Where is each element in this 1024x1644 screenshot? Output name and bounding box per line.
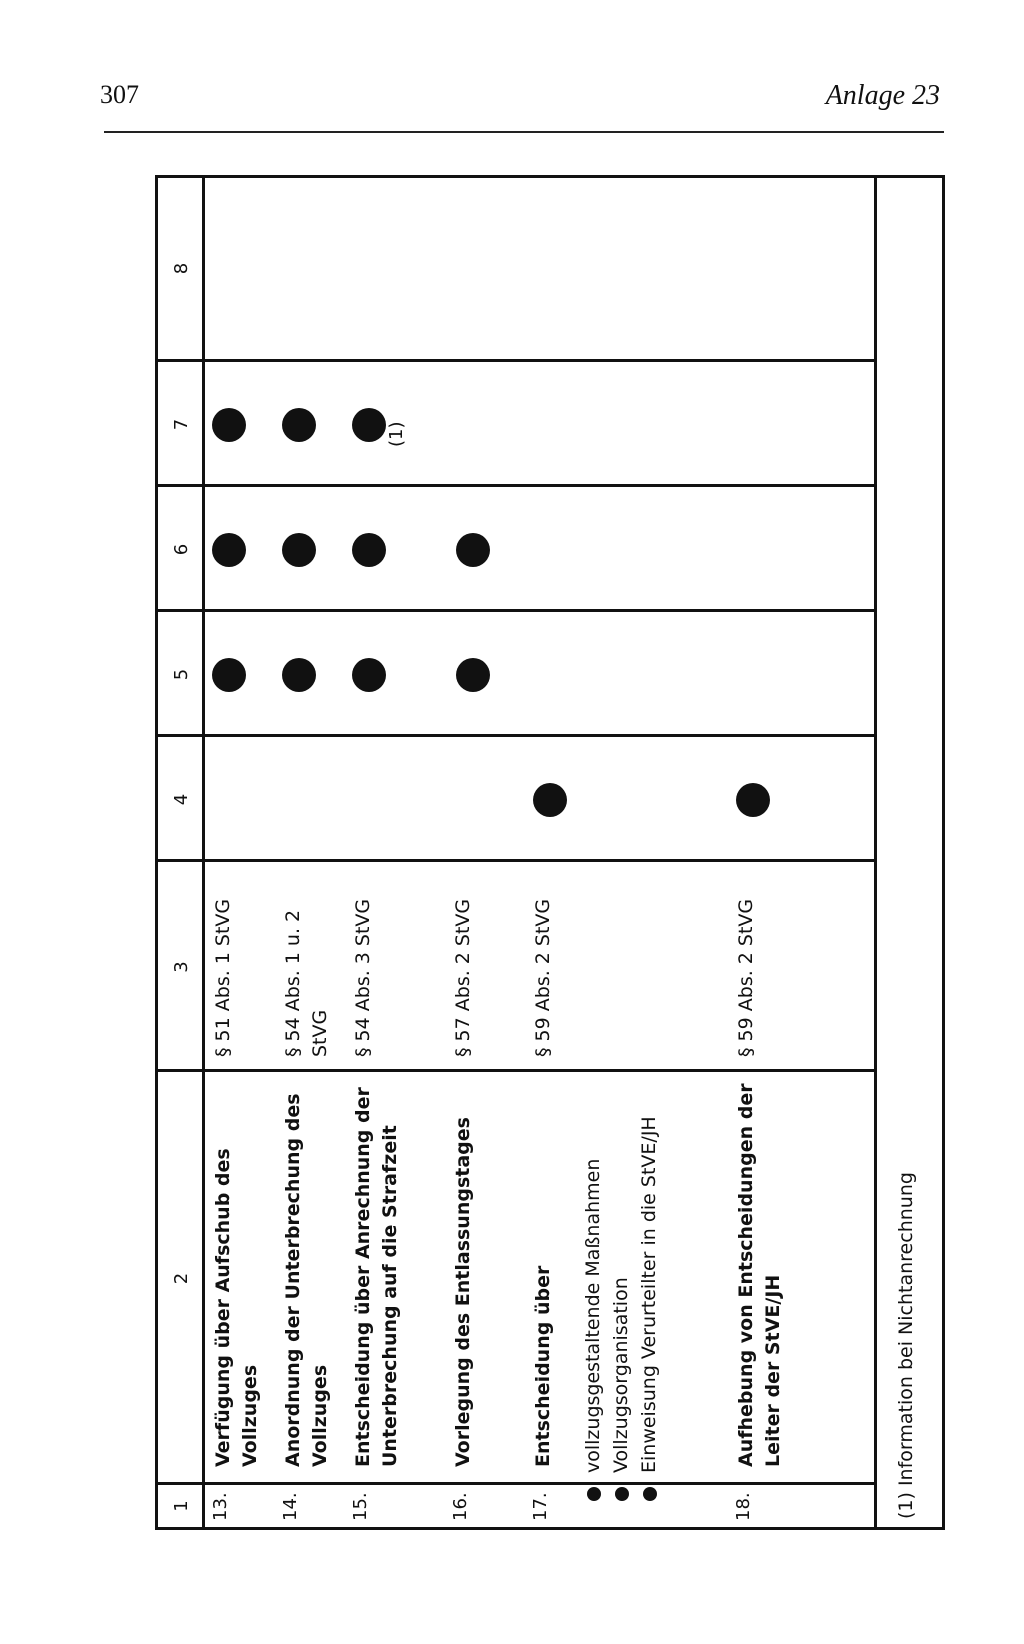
mark-dot [282,408,316,442]
mark-dot [456,658,490,692]
mark-dot [212,408,246,442]
row-number: 15. [350,1492,371,1521]
rotated-table [155,175,945,1530]
mark-dot [352,533,386,567]
row-description: Anordnung der Unterbrechung des Vollzuges [282,1093,331,1467]
row-number: 18. [733,1492,754,1521]
col-divider [158,359,874,362]
col-header-5: 5 [171,668,192,681]
table-grid [155,175,877,1530]
row-number: 13. [210,1492,231,1521]
row-description: Vorlegung des Entlassungstages [452,1117,474,1467]
list-item: Vollzugsorganisation [608,1277,635,1501]
row-reference: § 54 Abs. 1 u. 2 StVG [282,909,331,1057]
row-number: 16. [450,1492,471,1521]
col-header-2: 2 [171,1272,192,1285]
list-item: Einweisung Verurteilter in die StVE/JH [636,1081,663,1501]
col-divider [158,609,874,612]
mark-dot [282,658,316,692]
col-header-8: 8 [171,262,192,275]
col-divider [158,1069,874,1072]
mark-dot [352,658,386,692]
footnote-box [877,175,945,1530]
footnote: (1) Information bei Nichtanrechnung [895,1172,917,1519]
row-reference: § 59 Abs. 2 StVG [532,898,554,1057]
header-rule [104,131,944,133]
row-number: 14. [280,1492,301,1521]
mark-dot [212,533,246,567]
row-number: 17. [530,1492,551,1521]
mark-dot [533,783,567,817]
row-description: Aufhebung von Entscheidungen der Leiter der StVE/JH [735,1083,784,1467]
row-reference: § 54 Abs. 3 StVG [352,898,374,1057]
bullet-icon [587,1487,601,1501]
row-description: Entscheidung über Anrechnung der Unterbrechung auf die Strafzeit [352,1087,401,1467]
mark-dot [212,658,246,692]
col-header-1: 1 [171,1500,192,1512]
annex-label: Anlage 23 [825,80,940,111]
header-divider [202,178,205,1527]
mark-dot [736,783,770,817]
row-reference: § 51 Abs. 1 StVG [212,898,234,1057]
bullet-icon [643,1487,657,1501]
mark-dot [456,533,490,567]
row-reference: § 59 Abs. 2 StVG [735,898,757,1057]
mark-dot [352,408,386,442]
col-header-6: 6 [171,543,192,556]
row-description: Verfügung über Aufschub des Vollzuges [212,1148,261,1467]
col-divider [158,859,874,862]
col-header-7: 7 [171,418,192,431]
list-item: vollzugsgestaltende Maßnahmen [580,1159,607,1501]
col-divider [158,484,874,487]
page-number: 307 [100,80,139,109]
col-header-3: 3 [171,961,192,973]
col-header-4: 4 [171,793,192,806]
mark-dot [282,533,316,567]
row-reference: § 57 Abs. 2 StVG [452,898,474,1057]
bullet-icon [615,1487,629,1501]
footnote-marker: (1) [386,421,407,447]
col-divider [158,734,874,737]
col-divider [158,1482,874,1485]
row-description: Entscheidung über [532,1265,554,1467]
